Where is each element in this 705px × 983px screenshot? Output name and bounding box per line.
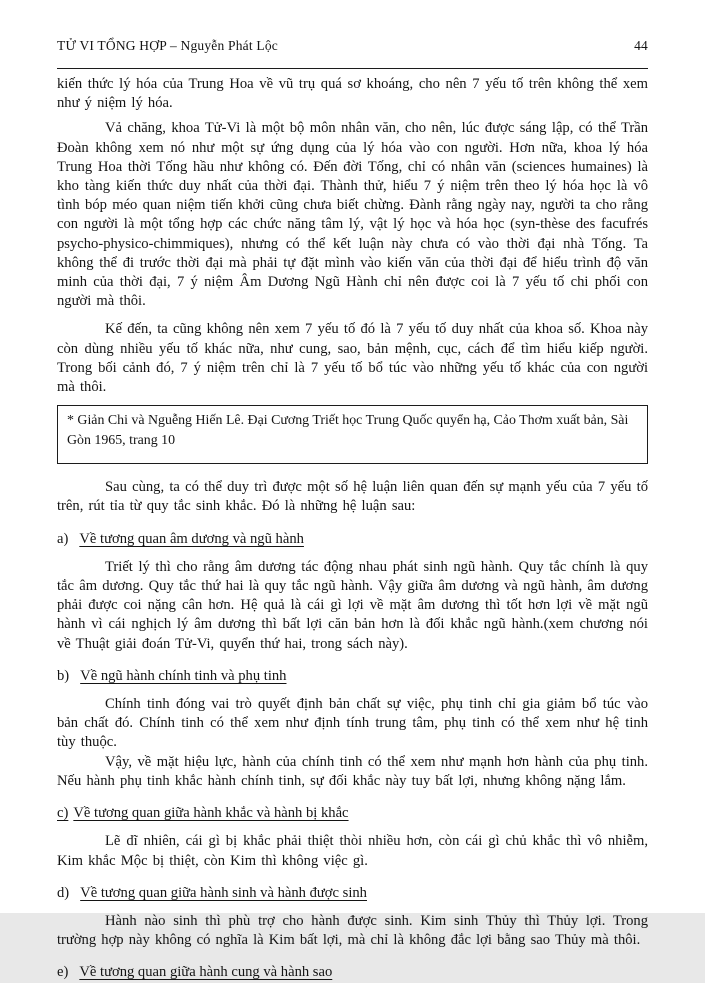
section-title: Về ngũ hành chính tinh và phụ tinh <box>80 667 287 684</box>
header-divider-rule <box>57 68 648 69</box>
running-header <box>57 38 648 54</box>
page-number: 44 <box>634 38 648 53</box>
book-title: TỬ VI TỔNG HỢP – Nguyễn Phát Lộc <box>57 38 278 53</box>
footnote-box <box>57 405 648 464</box>
section-letter: d) <box>57 884 70 901</box>
section-heading-a <box>57 530 648 549</box>
section-letter: a) <box>57 530 69 547</box>
section-paragraph: Chính tinh đóng vai trò quyết định bản chất sự việc, phụ tinh chỉ gia giảm bổ túc vào bản chất đó. Chính tinh có thể xem như định tính trung tâm, phụ tinh có thể xem như hệ tinh tùy thuộc. <box>57 696 648 751</box>
paragraph-continuation: kiến thức lý hóa của Trung Hoa về vũ trụ quá sơ khoáng, cho nên 7 yếu tố trên không thể xem như ý niệm lý hóa. <box>57 76 648 112</box>
paragraph: Sau cùng, ta có thể duy trì được một số hệ luận liên quan đến sự mạnh yếu của 7 yếu tố trên, rút tỉa từ quy tắc sinh khắc. Đó là những hệ luận sau: <box>57 479 648 515</box>
section-paragraph: Triết lý thì cho rằng âm dương tác động nhau phát sinh ngũ hành. Quy tắc chính là quy tắc âm dương. Quy tắc thứ hai là quy tắc ngũ hành. Vậy giữa âm dương và ngũ hành, âm dương phải được coi nặng cân hơn. Hệ quả là cái gì lợi về mặt âm dương thì tốt hơn lợi về mặt ngũ hành vì cái nghịch lý âm dương thì bất lợi căn bản hơn là đối khắc ngũ hành.(xem chương nói về Thuật giải đoán Tử-Vi, quyển thứ hai, trong sách này). <box>57 558 648 652</box>
section-heading-b <box>57 667 648 686</box>
section-title: Về tương quan giữa hành sinh và hành được sinh <box>80 884 367 901</box>
section-paragraph: Lẽ dĩ nhiên, cái gì bị khắc phải thiệt thòi nhiều hơn, còn cái gì chủ khắc thì vô nhiễm, Kim khắc Mộc bị thiệt, còn Kim thì không việc gì. <box>57 833 648 869</box>
section-letter: e) <box>57 964 69 981</box>
section-title: Về tương quan giữa hành khắc và hành bị khắc <box>73 805 349 822</box>
section-letter: b) <box>57 667 70 684</box>
section-heading-c <box>57 804 648 823</box>
section-paragraph: Hành nào sinh thì phù trợ cho hành được sinh. Kim sinh Thủy thì Thủy lợi. Trong trường hợp này không có nghĩa là Kim bất lợi, mà chỉ là không đắc lợi bằng sao Thủy mà thôi. <box>57 912 648 949</box>
footnote-text: * Giản Chi và Nguễng Hiến Lê. Đại Cương Triết học Trung Quốc quyển hạ, Cảo Thơm xuất bản, Sài Gòn 1965, trang 10 <box>67 413 629 449</box>
section-letter: c) <box>57 805 69 822</box>
section-heading-d <box>57 884 648 903</box>
section-heading-e <box>57 963 648 982</box>
section-paragraph: Vậy, về mặt hiệu lực, hành của chính tinh có thể xem như mạnh hơn hành của phụ tinh. Nếu hành phụ tinh khắc hành chính tinh, sự đối khắc này tuy bất lợi, nhưng không nặng lắm. <box>57 753 648 789</box>
paragraph: Kế đến, ta cũng không nên xem 7 yếu tố đó là 7 yếu tố duy nhất của khoa số. Khoa này còn dùng nhiều yếu tố khác nữa, như cung, sao, bản mệnh, cục, cách để tìm hiểu kiếp người. Trong bối cảnh đó, 7 ý niệm trên chỉ là 7 yếu tố bổ túc vào những yếu tố khác của con người mà thôi. <box>57 321 648 396</box>
section-title: Về tương quan âm dương và ngũ hành <box>79 530 304 547</box>
paragraph: Vả chăng, khoa Tử-Vi là một bộ môn nhân văn, cho nên, lúc được sáng lập, có thể Trần Đoàn không xem nó như một sự ứng dụng của lý hóa vào con người. Hơn nữa, khoa lý hóa Trung Hoa thời Tống hầu như không có. Đến đời Tống, chỉ có nhân văn (sciences humaines) là kho tàng kiến thức duy nhất của thời đại. Thành thử, hiểu 7 ý niệm trên theo lý hóa học là vô tình bóp méo quan niệm tiến khởi cũng chưa biết chừng. Đành rằng ngày nay, người ta cho rằng con người là một tổng hợp các chức năng tâm lý, vật lý học và hóa học (syn-thèse des facufrés psycho-physico-chimmiques), nhưng có thể kết luận này chưa có vào thời đại nhà Tống. Ta không thể đi trước thời đại mà phải tự đặt mình vào kiến văn của thời đại để hiểu trình độ văn minh của thời đại, 7 ý niệm Âm Dương Ngũ Hành chỉ nên được coi là 7 yếu tố chi phối con người mà thôi. <box>57 120 648 310</box>
section-title: Về tương quan giữa hành cung và hành sao <box>79 964 333 981</box>
